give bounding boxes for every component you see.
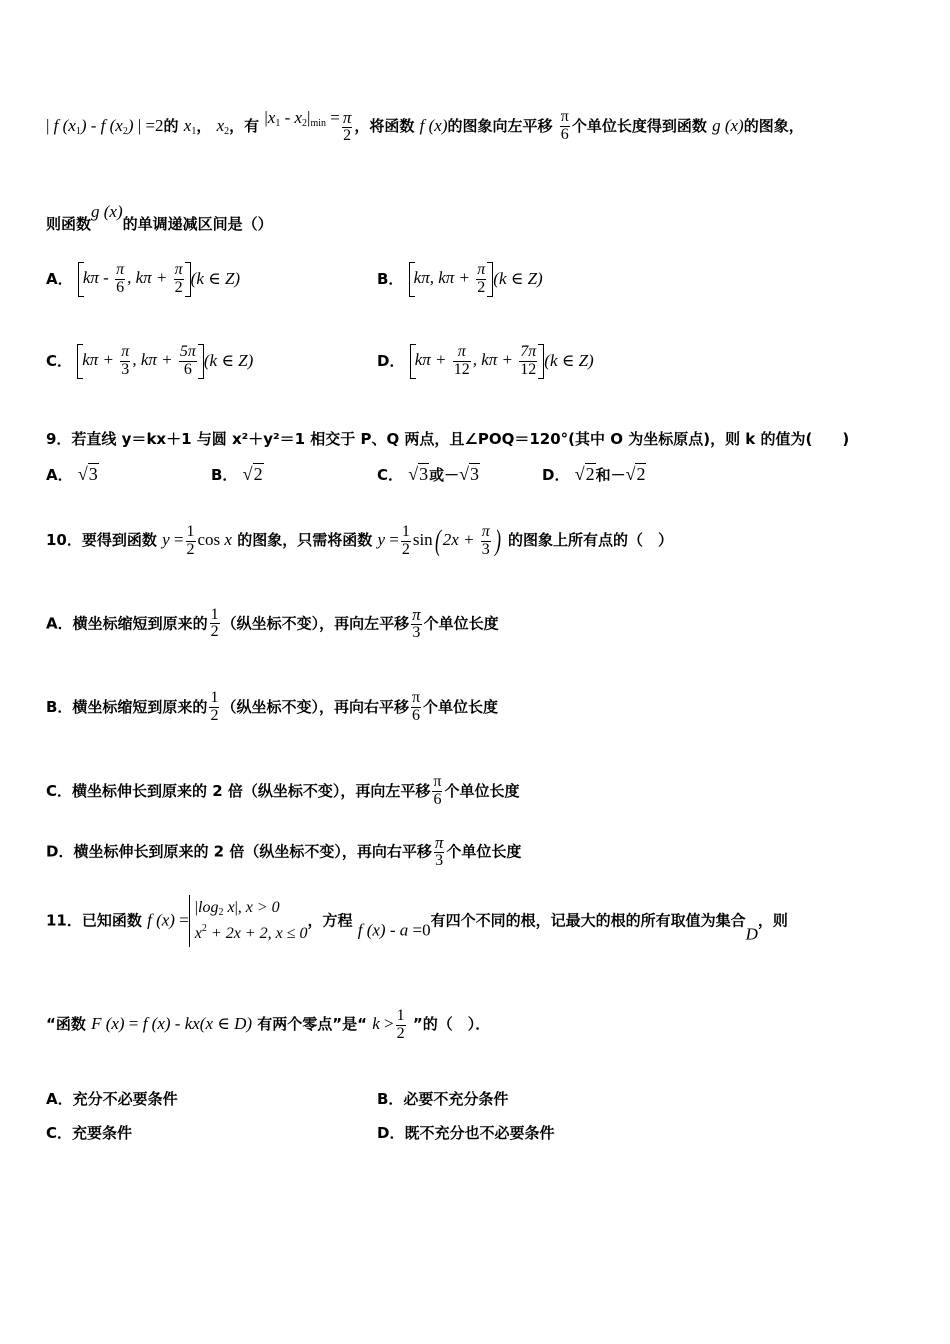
q9-option-a-label: A． <box>46 466 73 484</box>
q11-option-c[interactable]: C．充要条件 <box>46 1124 133 1142</box>
pi-over-2-frac: $\frac{\pi}{2}$ <box>342 107 352 144</box>
q10-option-a-text-1: A．横坐标缩短到原来的 <box>46 614 208 633</box>
q8-option-d[interactable] <box>377 344 594 379</box>
q9-option-c-value-2: √3 <box>459 464 480 484</box>
top-text-4: ，将函数 <box>354 117 415 135</box>
q8-stem <box>46 202 273 234</box>
q10-option-a-text-3: 个单位长度 <box>423 614 499 633</box>
q8-option-b-interval: kπ, kπ + $\frac{\pi}{2}$ <box>409 262 494 297</box>
q8-option-c-label: C． <box>46 351 73 370</box>
q8-stem-a: 则函数 <box>46 215 92 233</box>
q10-stem-b: 的图象，只需将函数 <box>237 531 373 550</box>
q11-k-condition: k > $\frac{1}{2}$ <box>372 1007 405 1042</box>
q9-option-b-label: B． <box>211 466 238 484</box>
q10-stem-a: 10．要得到函数 <box>46 531 157 550</box>
top-text-2: ， <box>196 117 212 135</box>
fx-expr: f (x) <box>419 116 448 135</box>
q8-option-d-label: D． <box>377 351 405 370</box>
q8-option-a-interval: kπ - $\frac{\pi}{6}$ , kπ + $\frac{\pi}{2}$ <box>78 262 191 297</box>
q11-equation: f (x) - a =0 <box>357 920 431 940</box>
q10-option-d-shift: $\frac{\pi}{3}$ <box>434 833 444 869</box>
q9-option-c-label: C． <box>377 466 404 484</box>
x2-var: $x_2$ <box>216 116 230 137</box>
q10-target-func: y = $\frac{1}{2}$ cos x <box>162 523 232 558</box>
q9-option-c-value-1: √3 <box>408 464 429 484</box>
q11-line2-a: “函数 <box>46 1015 86 1034</box>
q10-stem-c: 的图象上所有点的（ ） <box>507 531 673 550</box>
q10-option-c-text-1: C．横坐标伸长到原来的 2 倍（纵坐标不变），再向左平移 <box>46 781 431 800</box>
q10-option-a-text-2: （纵坐标不变），再向左平移 <box>221 614 410 633</box>
q8-stem-b: 的单调递减区间是（） <box>122 215 273 233</box>
abs-fx-expr: | f $(x_1)$ - f $(x_2)$ | =2 <box>46 116 164 137</box>
q9-option-c-mid: 或－ <box>429 466 460 484</box>
q9-option-d-value-2: √2 <box>625 464 646 484</box>
q11-piecewise: $|\log_2$ x|, x > 0 $x^2 + 2x + 2$, x ≤ 0 <box>189 895 308 947</box>
q11-stem <box>46 895 788 947</box>
q9-stem: 9．若直线 y＝kx＋1 与圆 x²＋y²＝1 相交于 P、Q 两点，且∠POQ＝120°(其中 O 为坐标原点)，则 k 的值为( ) <box>46 430 850 448</box>
q11-option-d[interactable]: D．既不充分也不必要条件 <box>377 1124 555 1142</box>
top-text-5: 的图象向左平移 <box>447 117 553 135</box>
q11-stem-a: 11．已知函数 <box>46 911 142 930</box>
q9-option-d-value-1: √2 <box>574 464 595 484</box>
q11-line2-c: ”的（ ）． <box>412 1015 491 1034</box>
q9-option-d-label: D． <box>542 466 570 484</box>
q8-option-c-domain: (k ∈ Z) <box>203 350 254 370</box>
q9-option-a-value: √3 <box>77 464 98 484</box>
q8-gx: g (x) <box>91 202 123 221</box>
q10-option-d-text-2: 个单位长度 <box>446 842 522 861</box>
q10-option-c[interactable] <box>46 774 520 809</box>
q11-option-b[interactable]: B．必要不充分条件 <box>377 1090 509 1108</box>
q10-option-b-text-3: 个单位长度 <box>423 697 499 716</box>
q8-option-c[interactable] <box>46 344 253 379</box>
q9-option-c[interactable] <box>377 464 480 485</box>
q10-option-a[interactable] <box>46 606 499 642</box>
q11-Fx-def: F (x) = f (x) - kx(x ∈ D) <box>91 1014 253 1034</box>
q11-stem-d: ，则 <box>757 911 788 930</box>
q10-option-a-shift: $\frac{\pi}{3}$ <box>412 605 421 641</box>
top-text-1: 的 <box>163 117 179 135</box>
q8-option-d-interval: kπ + $\frac{\pi}{12}$ , kπ + $\frac{7\pi}{12}$ <box>410 344 545 379</box>
q10-stem <box>46 524 673 559</box>
top-text-3: ，有 <box>229 117 260 135</box>
x1-var: $x_1$ <box>183 116 197 137</box>
gx-expr: g (x) <box>712 116 744 135</box>
q10-option-a-half: $\frac{1}{2}$ <box>210 605 219 641</box>
q10-option-b-half: $\frac{1}{2}$ <box>210 689 219 724</box>
q10-option-b-text-1: B．横坐标缩短到原来的 <box>46 697 208 716</box>
q11-option-a[interactable]: A．充分不必要条件 <box>46 1090 178 1108</box>
q8-option-a-label: A． <box>46 269 73 288</box>
min-expr: $|x_1 - x_2|_{min}$ = <box>264 108 340 129</box>
q10-option-c-text-2: 个单位长度 <box>444 781 520 800</box>
q8-option-b-domain: (k ∈ Z) <box>493 268 543 288</box>
pi-over-6-frac: $\frac{\pi}{6}$ <box>560 108 569 143</box>
q11-stem-c: 有四个不同的根，记最大的根的所有取值为集合 <box>430 911 746 930</box>
q9-option-d-mid: 和－ <box>595 466 626 484</box>
q9-option-b[interactable] <box>211 464 264 485</box>
q8-option-b[interactable] <box>377 262 543 297</box>
top-text-6: 个单位长度得到函数 <box>571 117 707 135</box>
q11-line2 <box>46 1008 490 1043</box>
q10-option-b-text-2: （纵坐标不变），再向右平移 <box>221 697 409 716</box>
q10-option-b-shift: $\frac{\pi}{6}$ <box>411 689 421 724</box>
q11-set-d: D <box>745 924 758 944</box>
q9-option-a[interactable] <box>46 464 99 485</box>
top-text-7: 的图象， <box>743 117 804 135</box>
q11-stem-b: ，方程 <box>307 911 353 930</box>
q11-fx-label: f (x) = <box>147 910 189 930</box>
q10-option-b[interactable] <box>46 690 498 725</box>
q8-option-d-domain: (k ∈ Z) <box>544 350 594 370</box>
q9-option-b-value: √2 <box>242 464 263 484</box>
q10-source-func: y = $\frac{1}{2}$ sin( 2x + $\frac{\pi}{3}$ ) <box>377 523 501 558</box>
top-line <box>46 108 804 144</box>
q9-option-d[interactable] <box>542 464 646 485</box>
q8-option-b-label: B． <box>377 269 404 288</box>
q10-option-c-shift: $\frac{\pi}{6}$ <box>433 773 442 808</box>
q10-option-d[interactable] <box>46 834 521 870</box>
q11-line2-b: 有两个零点”是“ <box>257 1015 367 1034</box>
q8-option-a[interactable] <box>46 262 240 297</box>
q8-option-a-domain: (k ∈ Z) <box>190 268 241 288</box>
q10-option-d-text-1: D．横坐标伸长到原来的 2 倍（纵坐标不变），再向右平移 <box>46 842 432 861</box>
q8-option-c-interval: kπ + $\frac{\pi}{3}$ , kπ + $\frac{5\pi}{6}$ <box>77 344 204 379</box>
